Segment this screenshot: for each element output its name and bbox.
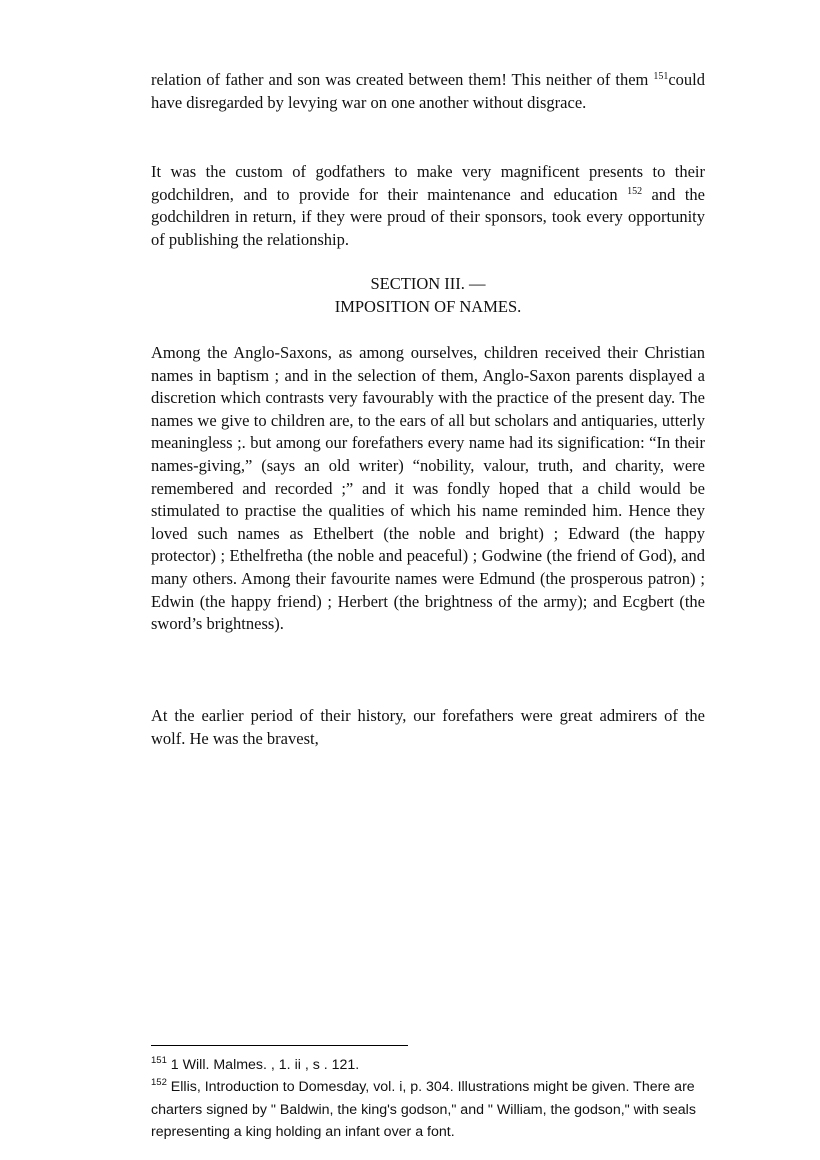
footnote-marker: 152 (151, 1077, 167, 1089)
section-heading-line-1: SECTION III. — (370, 274, 486, 293)
paragraph-3-text: Among the Anglo-Saxons, as among ourselves, children received their Christian names in baptism ; and in the selection of them, Anglo-Saxon parents displayed a discretion which contrasts very favourably with the practice of the present day. The names we give to children are, to the ears of all but scholars and antiquaries, utterly meaningless ;. but among our forefathers every name had its signification: “In their names-giving,” (says an old writer) “nobility, valour, truth, and charity, were remembered and recorded ;” and it was fondly hoped that a child would be stimulated to practise the qualities of which his name reminded him. Hence they loved such names as Ethelbert (the noble and bright) ; Edward (the happy protector) ; Ethelfretha (the noble and peaceful) ; Godwine (the friend of God), and many others. Among their favourite names were Edmund (the prosperous patron) ; Edwin (the happy friend) ; Herbert (the brightness of the army); and Ecgbert (the sword’s brightness). (151, 343, 705, 634)
footnote-marker: 151 (151, 1055, 167, 1066)
footnote-ref-152[interactable]: 152 (627, 185, 643, 197)
footnote-text: Ellis, Introduction to Domesday, vol. i, p. 304. Illustrations might be given. There are charters signed by " Baldwin, the king's godson," and " William, the godson," with seals representing a king holding an infant over a font. (151, 1079, 696, 1141)
footnote-text: 1 Will. Malmes. , 1. ii , s . 121. (166, 1057, 360, 1073)
footnote-152 (151, 1076, 721, 1143)
paragraph-3 (151, 342, 705, 636)
section-heading-line-2: IMPOSITION OF NAMES. (334, 296, 522, 316)
footnote-divider (151, 1045, 408, 1046)
section-heading (151, 273, 705, 318)
paragraph-2 (151, 161, 705, 251)
paragraph-1 (151, 69, 705, 114)
footnotes (151, 1054, 721, 1144)
paragraph-4-text: At the earlier period of their history, our forefathers were great admirers of the wolf. He was the bravest, (151, 706, 705, 748)
paragraph-2-text-b: and the godchildren in return, if they were proud of their sponsors, took every opportunity of publishing the relationship. (151, 184, 705, 249)
paragraph-2-text-a: It was the custom of godfathers to make very magnificent presents to their godchildren, and to provide for their maintenance and education (151, 162, 705, 204)
paragraph-4 (151, 705, 705, 750)
footnote-ref-151[interactable]: 151 (653, 71, 669, 82)
footnote-151 (151, 1054, 721, 1076)
paragraph-1-text-a: relation of father and son was created between them! This neither of them (151, 70, 654, 89)
paragraph-1-text-b: could have disregarded by levying war on one another without disgrace. (151, 70, 705, 112)
